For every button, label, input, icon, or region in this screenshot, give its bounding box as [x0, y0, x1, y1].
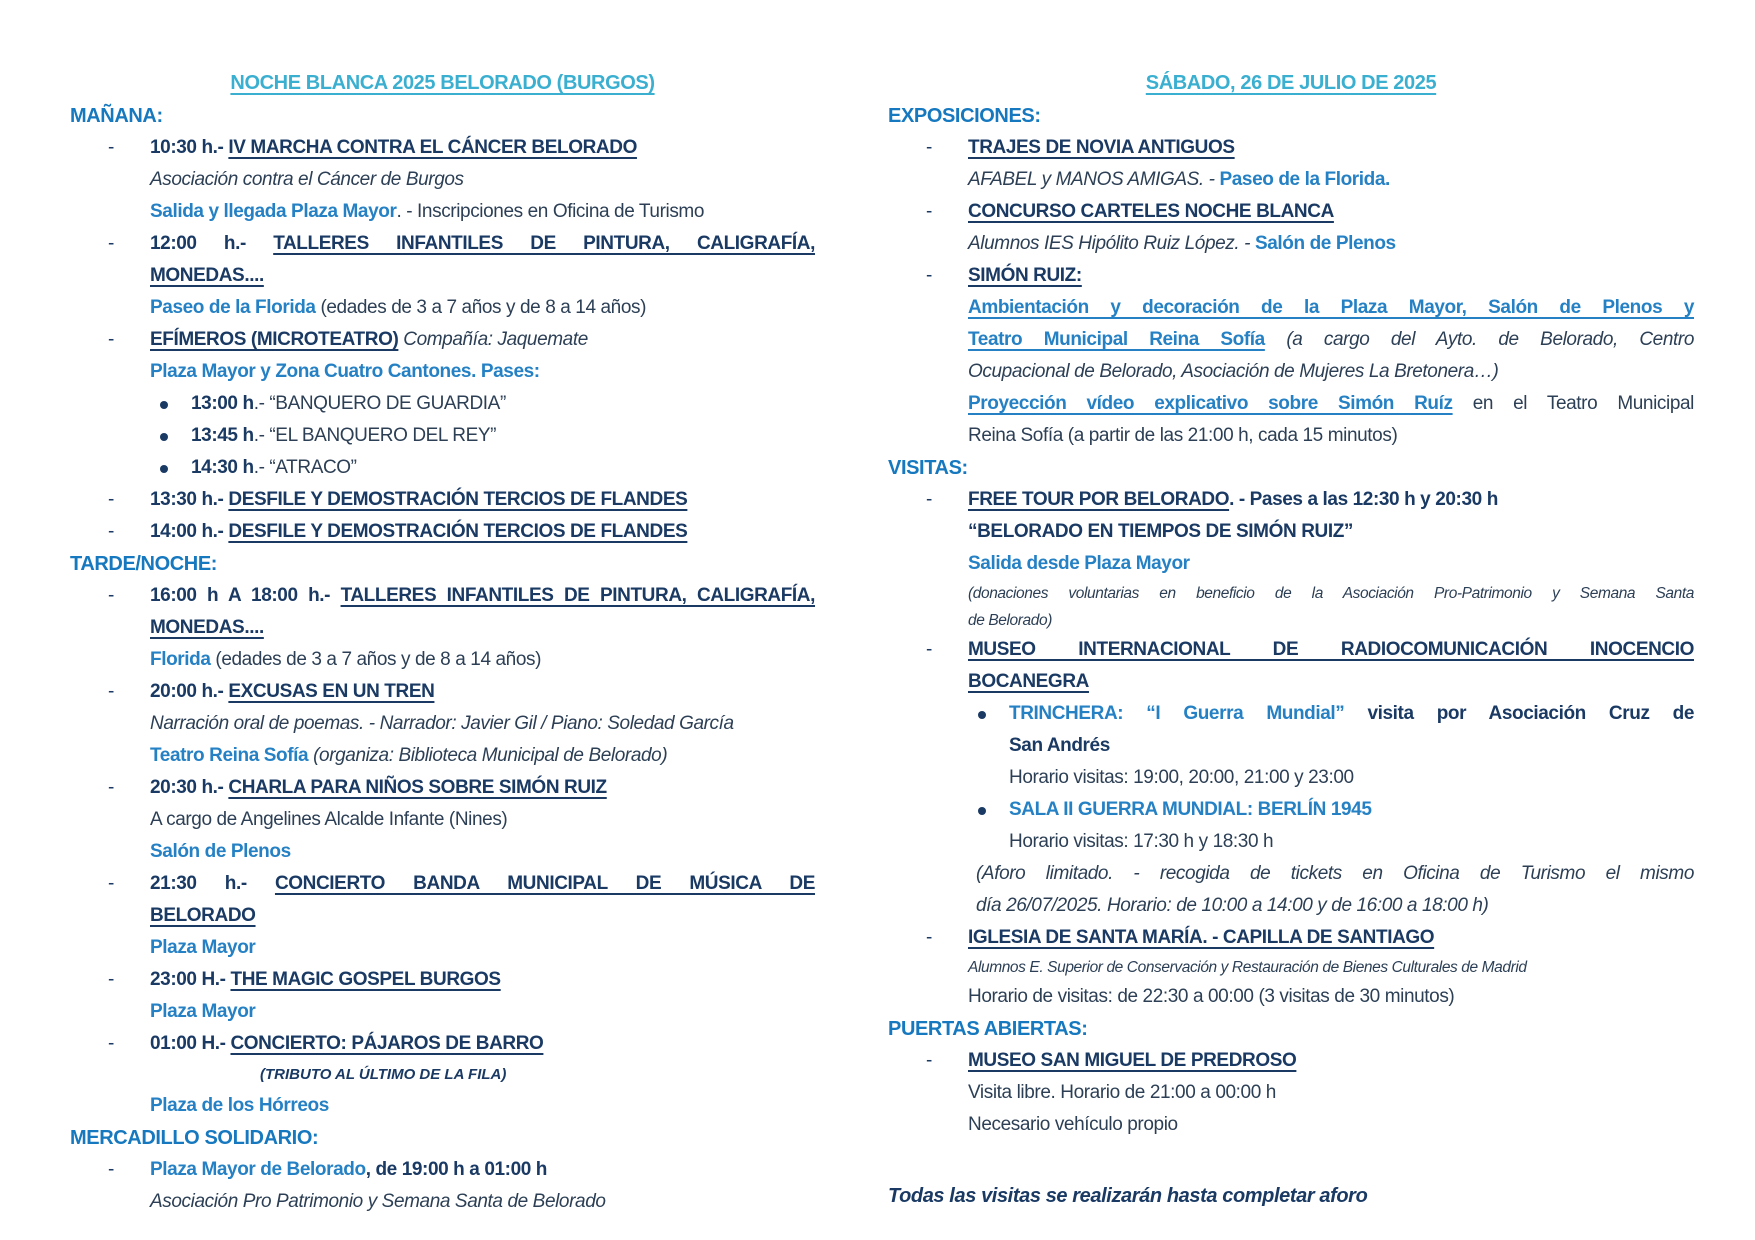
event-item	[70, 228, 815, 324]
column-title: SÁBADO, 26 DE JULIO DE 2025	[1145, 72, 1437, 94]
text-span: EXCUSAS EN UN TREN	[228, 681, 435, 702]
event-line	[150, 612, 815, 644]
dash-marker: -	[926, 201, 932, 222]
text-span: MONEDAS....	[150, 617, 264, 638]
event-line	[968, 580, 1694, 607]
event-line	[968, 981, 1694, 1013]
event-line	[1009, 826, 1694, 858]
text-span: BOCANEGRA	[968, 671, 1089, 692]
event-line	[191, 420, 815, 452]
event-line	[150, 804, 815, 836]
text-span: TRAJES DE NOVIA ANTIGUOS	[968, 137, 1235, 158]
event-item	[888, 132, 1694, 196]
event-line	[968, 292, 1694, 324]
text-span: . - Inscripciones en Oficina de Turismo	[396, 201, 705, 222]
text-span: Ocupacional de Belorado, Asociación de Mujeres La Bretonera…)	[968, 361, 1499, 382]
text-span: MUSEO SAN MIGUEL DE PREDROSO	[968, 1050, 1297, 1071]
event-line	[968, 607, 1694, 634]
text-span: Plaza Mayor	[150, 937, 256, 958]
text-span: Plaza de los Hórreos	[150, 1095, 329, 1116]
event-line	[150, 836, 815, 868]
text-span: EFÍMEROS (MICROTEATRO)	[150, 329, 399, 350]
text-span: IGLESIA DE SANTA MARÍA. - CAPILLA DE SANTIAGO	[968, 927, 1435, 948]
dash-marker: -	[926, 927, 932, 948]
dash-marker: -	[108, 585, 114, 606]
text-span: Salida desde Plaza Mayor	[968, 553, 1190, 574]
left-column-body	[70, 100, 815, 1218]
event-line	[150, 740, 815, 772]
text-span: DESFILE Y DEMOSTRACIÓN TERCIOS DE FLANDES	[228, 521, 688, 542]
event-line	[191, 388, 815, 420]
event-line	[1009, 730, 1694, 762]
text-span: Plaza Mayor y Zona Cuatro Cantones. Pases:	[150, 361, 540, 382]
text-span: .- “EL BANQUERO DEL REY”	[253, 425, 497, 446]
text-span: Ambientación y decoración de la Plaza Mayor, Salón de Plenos y	[968, 297, 1694, 318]
event-line	[976, 890, 1694, 922]
event-line	[150, 1090, 815, 1122]
text-span: TRINCHERA: “I Guerra Mundial”	[1009, 703, 1345, 724]
text-span: Compañía: Jaquemate	[398, 329, 588, 350]
text-span: 13:30 h.-	[150, 489, 229, 510]
event-item	[70, 324, 815, 388]
event-line	[150, 708, 815, 740]
text-span: Florida	[150, 649, 216, 670]
dash-marker: -	[108, 1159, 114, 1180]
event-line	[150, 1028, 815, 1060]
event-line	[968, 420, 1694, 452]
text-span: SALA II GUERRA MUNDIAL: BERLÍN 1945	[1009, 799, 1372, 820]
event-item	[70, 1154, 815, 1218]
text-span: de Belorado)	[968, 612, 1052, 629]
text-span: Asociación Pro Patrimonio y Semana Santa de Belorado	[150, 1191, 606, 1212]
text-span: CONCURSO CARTELES NOCHE BLANCA	[968, 201, 1334, 222]
event-item	[70, 388, 815, 420]
event-line	[968, 132, 1694, 164]
event-line	[150, 644, 815, 676]
dash-marker: -	[108, 233, 114, 254]
section-tarde-noche	[70, 548, 815, 1122]
event-item	[70, 452, 815, 484]
text-span: IV MARCHA CONTRA EL CÁNCER BELORADO	[228, 137, 637, 158]
text-span: TALLERES INFANTILES DE PINTURA, CALIGRAFÍA,	[273, 233, 815, 254]
text-span: (edades de 3 a 7 años y de 8 a 14 años)	[215, 649, 542, 670]
event-line	[1009, 698, 1694, 730]
event-line	[968, 666, 1694, 698]
event-item	[888, 794, 1694, 858]
text-span: (edades de 3 a 7 años y de 8 a 14 años)	[320, 297, 647, 318]
event-line	[968, 922, 1694, 954]
event-item	[70, 868, 815, 964]
text-span: TALLERES INFANTILES DE PINTURA, CALIGRAFÍA,	[340, 585, 816, 606]
bullet-marker	[978, 807, 986, 815]
text-span: 10:30 h.-	[150, 137, 229, 158]
text-span: 01:00 H.-	[150, 1033, 231, 1054]
text-span: Narración oral de poemas. - Narrador: Javier Gil / Piano: Soledad García	[150, 713, 734, 734]
event-line	[150, 260, 815, 292]
dash-marker: -	[108, 137, 114, 158]
event-item	[888, 484, 1694, 634]
text-span: 21:30 h.-	[150, 873, 275, 894]
text-span: MONEDAS....	[150, 265, 264, 286]
event-line	[968, 196, 1694, 228]
text-span: 23:00 H.-	[150, 969, 231, 990]
event-line	[150, 228, 815, 260]
event-line	[150, 132, 815, 164]
event-line	[150, 580, 815, 612]
event-item	[888, 858, 1694, 922]
event-line	[150, 676, 815, 708]
event-line	[150, 996, 815, 1028]
dash-marker: -	[108, 681, 114, 702]
text-span: Teatro Reina Sofía	[150, 745, 314, 766]
text-span: Plaza Mayor	[150, 1001, 256, 1022]
event-line	[150, 196, 815, 228]
text-span: 14:30 h	[191, 457, 254, 478]
dash-marker: -	[108, 521, 114, 542]
event-line	[150, 868, 815, 900]
event-item	[70, 132, 815, 228]
text-span: Salón de Plenos	[1254, 233, 1396, 254]
event-line	[1009, 762, 1694, 794]
text-span: visita por Asociación Cruz de	[1344, 703, 1694, 724]
event-item	[70, 484, 815, 516]
event-line	[968, 228, 1694, 260]
event-line	[968, 1077, 1694, 1109]
text-span: 20:30 h.-	[150, 777, 229, 798]
section-header: PUERTAS ABIERTAS:	[888, 1018, 1088, 1040]
event-item	[70, 1028, 815, 1122]
section-puertas-abiertas	[888, 1013, 1694, 1141]
text-span: “BELORADO EN TIEMPOS DE SIMÓN RUIZ”	[968, 521, 1354, 542]
text-span: A cargo de Angelines Alcalde Infante (Nines)	[150, 809, 508, 830]
section-ma-ana	[70, 100, 815, 548]
event-line	[191, 452, 815, 484]
text-span: Reina Sofía (a partir de las 21:00 h, cada 15 minutos)	[968, 425, 1398, 446]
section-header: EXPOSICIONES:	[888, 105, 1041, 127]
dash-marker: -	[108, 1033, 114, 1054]
text-span: (a cargo del Ayto. de Belorado, Centro	[1264, 329, 1694, 350]
text-span: Alumnos IES Hipólito Ruiz López. -	[968, 233, 1255, 254]
text-span: Visita libre. Horario de 21:00 a 00:00 h	[968, 1082, 1276, 1103]
text-span: Teatro Municipal Reina Sofía	[968, 329, 1265, 350]
text-span: SIMÓN RUIZ:	[968, 265, 1082, 286]
right-column-body	[888, 100, 1694, 1141]
event-line	[968, 1045, 1694, 1077]
event-line	[150, 164, 815, 196]
dash-marker: -	[926, 137, 932, 158]
text-span: MUSEO INTERNACIONAL DE RADIOCOMUNICACIÓN INOCENCIO	[968, 639, 1694, 660]
dash-marker: -	[926, 639, 932, 660]
section-header: VISITAS:	[888, 457, 968, 479]
event-line	[150, 900, 815, 932]
text-span: Paseo de la Florida.	[1219, 169, 1390, 190]
event-item	[888, 196, 1694, 260]
event-line	[150, 324, 815, 356]
event-line	[1009, 794, 1694, 826]
event-line	[150, 964, 815, 996]
event-line	[968, 356, 1694, 388]
event-line	[150, 292, 815, 324]
section-visitas	[888, 452, 1694, 1013]
text-span: , de 19:00 h a 01:00 h	[365, 1159, 547, 1180]
event-line	[968, 516, 1694, 548]
text-span: CHARLA PARA NIÑOS SOBRE SIMÓN RUIZ	[228, 777, 607, 798]
dash-marker: -	[108, 777, 114, 798]
text-span: Paseo de la Florida	[150, 297, 321, 318]
event-line	[968, 484, 1694, 516]
event-line	[150, 772, 815, 804]
text-span: .- “ATRACO”	[253, 457, 357, 478]
section-header: MERCADILLO SOLIDARIO:	[70, 1127, 319, 1149]
event-line	[150, 356, 815, 388]
event-item	[888, 698, 1694, 794]
text-span: Asociación contra el Cáncer de Burgos	[150, 169, 464, 190]
text-span: Plaza Mayor de Belorado	[150, 1159, 366, 1180]
event-item	[888, 922, 1694, 1013]
dash-marker: -	[926, 1050, 932, 1071]
event-item	[70, 420, 815, 452]
dash-marker: -	[108, 873, 114, 894]
event-line	[968, 954, 1694, 981]
text-span: San Andrés	[1009, 735, 1110, 756]
text-span: Proyección vídeo explicativo sobre Simón Ruíz	[968, 393, 1453, 414]
text-span: (Aforo limitado. - recogida de tickets en Oficina de Turismo el mismo	[976, 863, 1694, 884]
text-span: .- “BANQUERO DE GUARDIA”	[253, 393, 506, 414]
event-item	[70, 964, 815, 1028]
text-span: CONCIERTO BANDA MUNICIPAL DE MÚSICA DE	[274, 873, 815, 894]
dash-marker: -	[108, 329, 114, 350]
event-line	[150, 1060, 815, 1090]
text-span: Horario visitas: 19:00, 20:00, 21:00 y 23:00	[1009, 767, 1354, 788]
event-line	[968, 548, 1694, 580]
text-span: 16:00 h A 18:00 h.-	[150, 585, 341, 606]
event-item	[888, 634, 1694, 698]
column-title: NOCHE BLANCA 2025 BELORADO (BURGOS)	[230, 72, 655, 94]
event-line	[150, 516, 815, 548]
text-span: BELORADO	[150, 905, 256, 926]
event-line	[968, 634, 1694, 666]
text-span: Salida y llegada Plaza Mayor	[150, 201, 397, 222]
text-span: 14:00 h.-	[150, 521, 229, 542]
section-mercadillo-solidario	[70, 1122, 815, 1218]
text-span: AFABEL y MANOS AMIGAS. -	[968, 169, 1220, 190]
event-item	[70, 676, 815, 772]
dash-marker: -	[108, 489, 114, 510]
dash-marker: -	[108, 969, 114, 990]
bullet-marker	[978, 711, 986, 719]
text-span: 20:00 h.-	[150, 681, 229, 702]
event-line	[976, 858, 1694, 890]
event-item	[70, 772, 815, 868]
bullet-marker	[160, 465, 168, 473]
text-span: THE MAGIC GOSPEL BURGOS	[230, 969, 501, 990]
text-span: DESFILE Y DEMOSTRACIÓN TERCIOS DE FLANDES	[228, 489, 688, 510]
event-line	[150, 484, 815, 516]
event-line	[968, 324, 1694, 356]
event-line	[150, 1154, 815, 1186]
event-line	[968, 388, 1694, 420]
text-span: (TRIBUTO AL ÚLTIMO DE LA FILA)	[260, 1066, 507, 1083]
right-column	[888, 68, 1694, 1211]
event-line	[968, 164, 1694, 196]
dash-marker: -	[926, 489, 932, 510]
section-header: MAÑANA:	[70, 105, 163, 127]
text-span: 13:45 h	[191, 425, 254, 446]
text-span: (donaciones voluntarias en beneficio de la Asociación Pro-Patrimonio y Semana Santa	[968, 585, 1694, 602]
text-span: CONCIERTO: PÁJAROS DE BARRO	[230, 1033, 544, 1054]
footer-note: Todas las visitas se realizarán hasta completar aforo	[888, 1185, 1368, 1207]
left-column	[70, 68, 815, 1218]
text-span: en el Teatro Municipal	[1452, 393, 1694, 414]
text-span: Salón de Plenos	[150, 841, 291, 862]
event-item	[70, 516, 815, 548]
section-exposiciones	[888, 100, 1694, 452]
event-line	[150, 932, 815, 964]
text-span: FREE TOUR POR BELORADO	[968, 489, 1230, 510]
text-span: . - Pases a las 12:30 h y 20:30 h	[1229, 489, 1498, 510]
text-span: Necesario vehículo propio	[968, 1114, 1178, 1135]
text-span: 13:00 h	[191, 393, 254, 414]
event-line	[968, 260, 1694, 292]
event-item	[888, 260, 1694, 452]
text-span: (organiza: Biblioteca Municipal de Belorado)	[313, 745, 668, 766]
text-span: 12:00 h.-	[150, 233, 274, 254]
event-item	[888, 1045, 1694, 1141]
event-line	[150, 1186, 815, 1218]
text-span: Horario visitas: 17:30 h y 18:30 h	[1009, 831, 1274, 852]
bullet-marker	[160, 401, 168, 409]
event-item	[70, 580, 815, 676]
text-span: Alumnos E. Superior de Conservación y Restauración de Bienes Culturales de Madrid	[968, 959, 1527, 976]
dash-marker: -	[926, 265, 932, 286]
text-span: Horario de visitas: de 22:30 a 00:00 (3 visitas de 30 minutos)	[968, 986, 1455, 1007]
event-line	[968, 1109, 1694, 1141]
bullet-marker	[160, 433, 168, 441]
section-header: TARDE/NOCHE:	[70, 553, 218, 575]
text-span: día 26/07/2025. Horario: de 10:00 a 14:00 y de 16:00 a 18:00 h)	[976, 895, 1489, 916]
